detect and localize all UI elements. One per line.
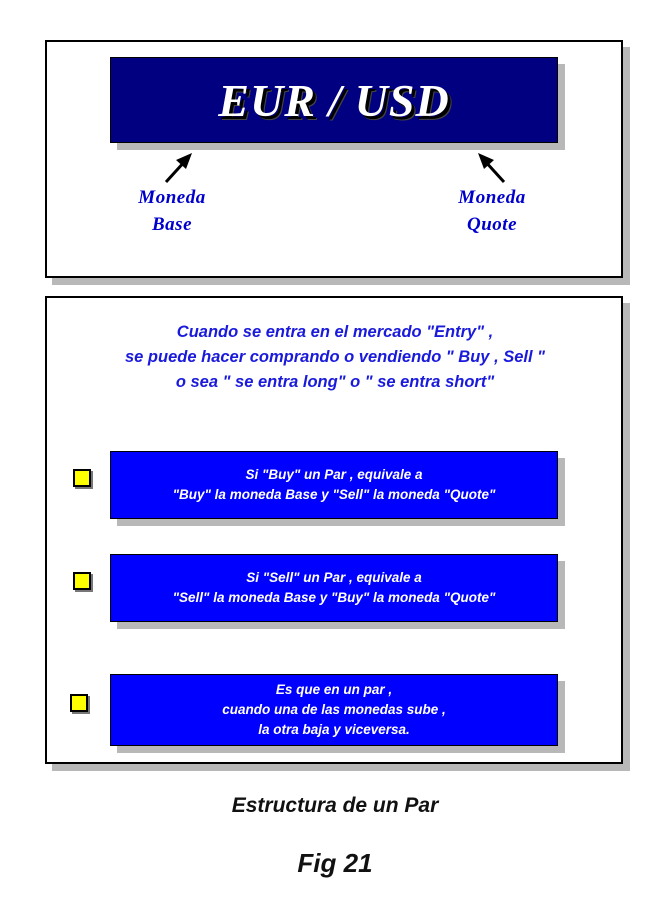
sell-pair-box: Si "Sell" un Par , equivale a "Sell" la moneda Base y "Buy" la moneda "Quote"	[110, 554, 558, 622]
bullet-square-icon	[70, 694, 88, 712]
bullet-square-icon	[73, 572, 91, 590]
bullet-square-icon	[73, 469, 91, 487]
pair-title: EUR / USD	[218, 74, 450, 126]
figure-caption: Estructura de un Par	[231, 794, 439, 817]
inverse-relation-box: Es que en un par , cuando una de las monedas sube , la otra baja y viceversa.	[110, 674, 558, 746]
quote-arrow-icon	[470, 148, 510, 188]
entry-intro-text: Cuando se entra en el mercado "Entry" , se puede hacer comprando o vendiendo " Buy , Sell " o sea " se entra long" o " se entra short"	[125, 323, 545, 391]
pair-banner	[110, 57, 558, 143]
base-arrow-icon	[160, 148, 200, 188]
figure-number: Fig 21	[297, 848, 373, 878]
quote-currency-label: Moneda Quote	[458, 187, 526, 235]
buy-pair-box: Si "Buy" un Par , equivale a "Buy" la moneda Base y "Sell" la moneda "Quote"	[110, 451, 558, 519]
base-currency-label: Moneda Base	[138, 187, 206, 235]
